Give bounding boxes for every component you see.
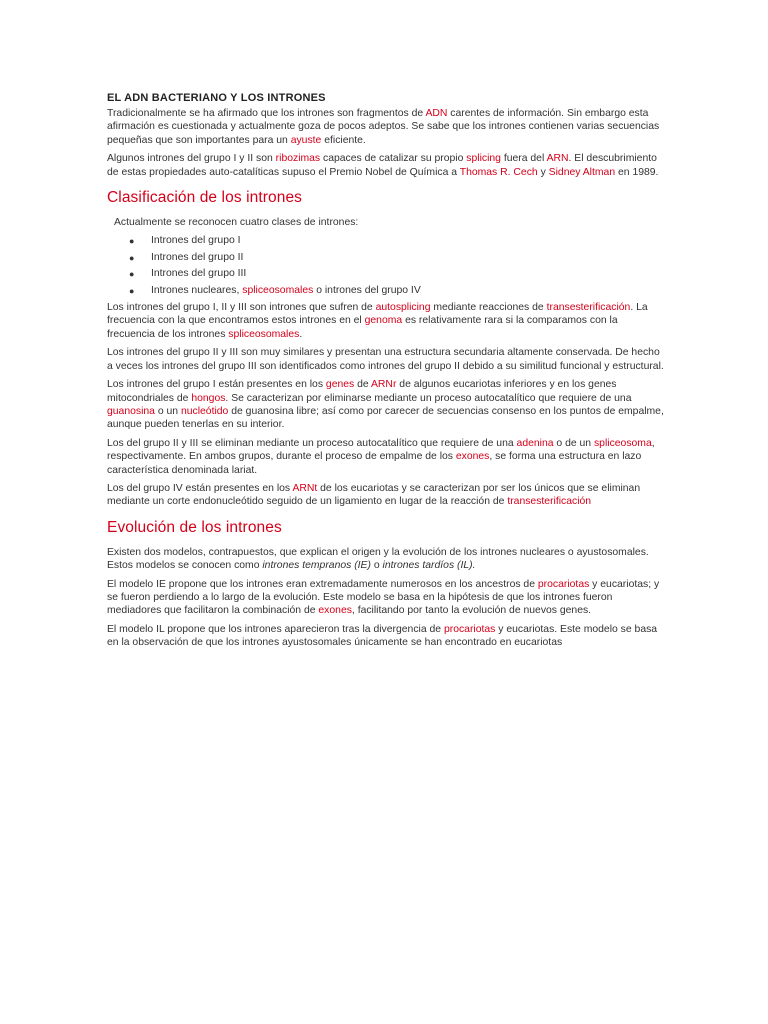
bullet-icon: ●	[129, 285, 135, 296]
document-title: EL ADN BACTERIANO Y LOS INTRONES	[107, 92, 326, 104]
list-item	[129, 266, 668, 282]
text-run: Los intrones del grupo I están presentes en los	[107, 379, 326, 391]
text-link[interactable]: nucleótido	[180, 405, 229, 417]
text-run: Intrones del grupo II	[151, 251, 244, 263]
text-run: o	[370, 560, 383, 572]
text-run: fuera del	[500, 153, 547, 165]
text-run: es relativamente rara si la comparamos con la frecuencia de los intrones	[107, 315, 618, 340]
text-run: . El descubrimiento de estas propiedades auto-catalíticas supuso el Premio Nobel de Química a	[107, 153, 657, 178]
text-run: y eucariotas. Este modelo se basa en la observación de que los intrones ayustosomales únicamente se han encontrado en eucariotas	[107, 623, 658, 649]
list-item-text	[151, 268, 246, 279]
text-run: El modelo IL propone que los intrones aparecieron tras la divergencia de	[107, 623, 444, 635]
text-run: de	[354, 379, 371, 391]
list-item	[129, 233, 668, 249]
bullet-icon: ●	[129, 252, 135, 263]
text-run: Los del grupo II y III se eliminan mediante un proceso autocatalítico que requiere de una	[107, 437, 517, 449]
text-link[interactable]: exones	[455, 451, 490, 463]
text-run: Algunos intrones del grupo I y II son	[107, 153, 276, 165]
section2-paragraph-3	[107, 623, 668, 650]
text-run: o intrones del grupo IV	[313, 284, 421, 296]
text-link[interactable]: hongos	[191, 392, 226, 404]
text-link[interactable]: autosplicing	[375, 302, 431, 314]
text-link[interactable]: ARN	[546, 153, 569, 165]
text-link[interactable]: transesterificación	[546, 302, 631, 314]
text-link[interactable]: adenina	[516, 437, 554, 449]
text-link[interactable]: procariotas	[443, 623, 496, 635]
text-run: carentes de información. Sin embargo esta afirmación es cuestionada y actualmente goza de pocos adeptos. Se sabe que los intrones contienen varias secuencias pequeñas que son importantes para un	[107, 108, 660, 146]
text-link[interactable]: spliceosoma	[593, 437, 652, 449]
section1-paragraph-5	[107, 482, 668, 509]
text-run: .	[299, 328, 303, 340]
text-run: Tradicionalmente se ha afirmado que los intrones son fragmentos de	[107, 108, 426, 119]
text-run: eficiente.	[321, 134, 366, 146]
text-run: . Se caracterizan por eliminarse mediante un proceso autocatalítico que requiere de una	[225, 392, 632, 404]
text-run: o un	[154, 405, 181, 417]
section-heading-evolucion: Evolución de los intrones	[107, 518, 282, 536]
text-run: Los intrones del grupo II y III son muy similares y presentan una estructura secundaria altamente conservada. De hecho a veces los intrones del grupo III son identificados como intrones del grupo II debido a su similitud funcional y estructural.	[107, 347, 664, 372]
intro-paragraph-1	[107, 107, 668, 147]
text-run: El modelo IE propone que los intrones eran extremadamente numerosos en los ancestros de	[107, 578, 538, 590]
section2-paragraph-2	[107, 578, 668, 618]
text-link[interactable]: guanosina	[107, 405, 155, 417]
text-link[interactable]: exones	[318, 605, 352, 617]
intro-paragraph-2	[107, 152, 668, 179]
text-run: de los eucariotas y se caracterizan por ser los únicos que se eliminan mediante un corte endonucleótido seguido de un ligamiento en lugar de la reacción de	[107, 482, 641, 508]
text-run: de guanosina libre; así como por carecer de secuencias consenso en los puntos de empalme, aunque pueden tenerlas en su interior.	[107, 405, 664, 431]
text-link[interactable]: splicing	[466, 153, 501, 165]
text-run: de algunos eucariotas inferiores y en los genes mitocondriales de	[107, 379, 617, 404]
text-run: y	[537, 166, 549, 178]
text-link[interactable]: procariotas	[537, 578, 590, 590]
text-link[interactable]: ARNr	[371, 379, 397, 391]
intron-class-list	[107, 233, 668, 299]
bullet-icon: ●	[129, 269, 135, 280]
text-run: capaces de catalizar su propio	[320, 153, 467, 165]
section-heading-clasificacion: Clasificación de los intrones	[107, 189, 303, 207]
text-run: Los intrones del grupo I, II y III son intrones que sufren de	[107, 302, 376, 314]
text-link[interactable]: genes	[325, 379, 355, 391]
section1-paragraph-4	[107, 437, 668, 477]
text-run: , se forma una estructura en lazo característica denominada lariat.	[107, 451, 642, 476]
text-link[interactable]: Sidney Altman	[548, 166, 616, 178]
list-item	[129, 250, 668, 266]
text-link[interactable]: ADN	[425, 108, 448, 119]
text-run: , facilitando por tanto la evolución de nuevos genes.	[351, 605, 592, 617]
text-link[interactable]: transesterificación	[507, 496, 592, 508]
section1-paragraph-2	[107, 346, 668, 373]
emphasized-text: intrones tempranos (IE)	[262, 560, 371, 572]
section1-paragraph-1	[107, 301, 668, 341]
text-run: Intrones del grupo I	[151, 235, 241, 247]
text-run: mediante reacciones de	[430, 302, 547, 314]
section1-paragraph-3	[107, 378, 668, 432]
list-item-text	[151, 285, 421, 296]
text-run: . La frecuencia con la que encontramos estos intrones en el	[107, 302, 648, 327]
text-run: , respectivamente. En ambos grupos, durante el proceso de empalme de los	[107, 437, 655, 463]
list-item-text	[151, 252, 243, 263]
intro-paragraphs	[107, 107, 668, 179]
text-link[interactable]: genoma	[364, 315, 403, 327]
section2-paragraph-1	[107, 546, 668, 573]
section-intro-text: Actualmente se reconocen cuatro clases de intrones:	[114, 217, 359, 229]
text-run: en 1989.	[615, 166, 659, 178]
text-run: Intrones nucleares,	[151, 284, 243, 296]
text-run: o de un	[553, 437, 594, 449]
list-item-text	[151, 235, 241, 246]
text-link[interactable]: spliceosomales	[228, 328, 300, 340]
text-link[interactable]: ribozimas	[275, 153, 321, 165]
text-run: Intrones del grupo III	[151, 268, 247, 280]
text-run: Los del grupo IV están presentes en los	[107, 482, 293, 494]
text-link[interactable]: Thomas R. Cech	[459, 166, 538, 178]
text-link[interactable]: ayuste	[290, 134, 322, 146]
text-run: Existen dos modelos, contrapuestos, que explican el origen y la evolución de los intrones nucleares o ayustosomales. Estos modelos se conocen como	[107, 546, 649, 572]
text-link[interactable]: spliceosomales	[242, 284, 314, 296]
text-link[interactable]: ARNt	[292, 482, 318, 494]
bullet-icon: ●	[129, 236, 135, 247]
emphasized-text: intrones tardíos (IL).	[382, 560, 476, 572]
list-item	[129, 283, 668, 299]
text-run: y eucariotas; y se fueron perdiendo a lo largo de la evolución. Este modelo se basa en la hipótesis de que los intrones fueron mediadores que facilitaron la combinación de	[107, 578, 660, 617]
